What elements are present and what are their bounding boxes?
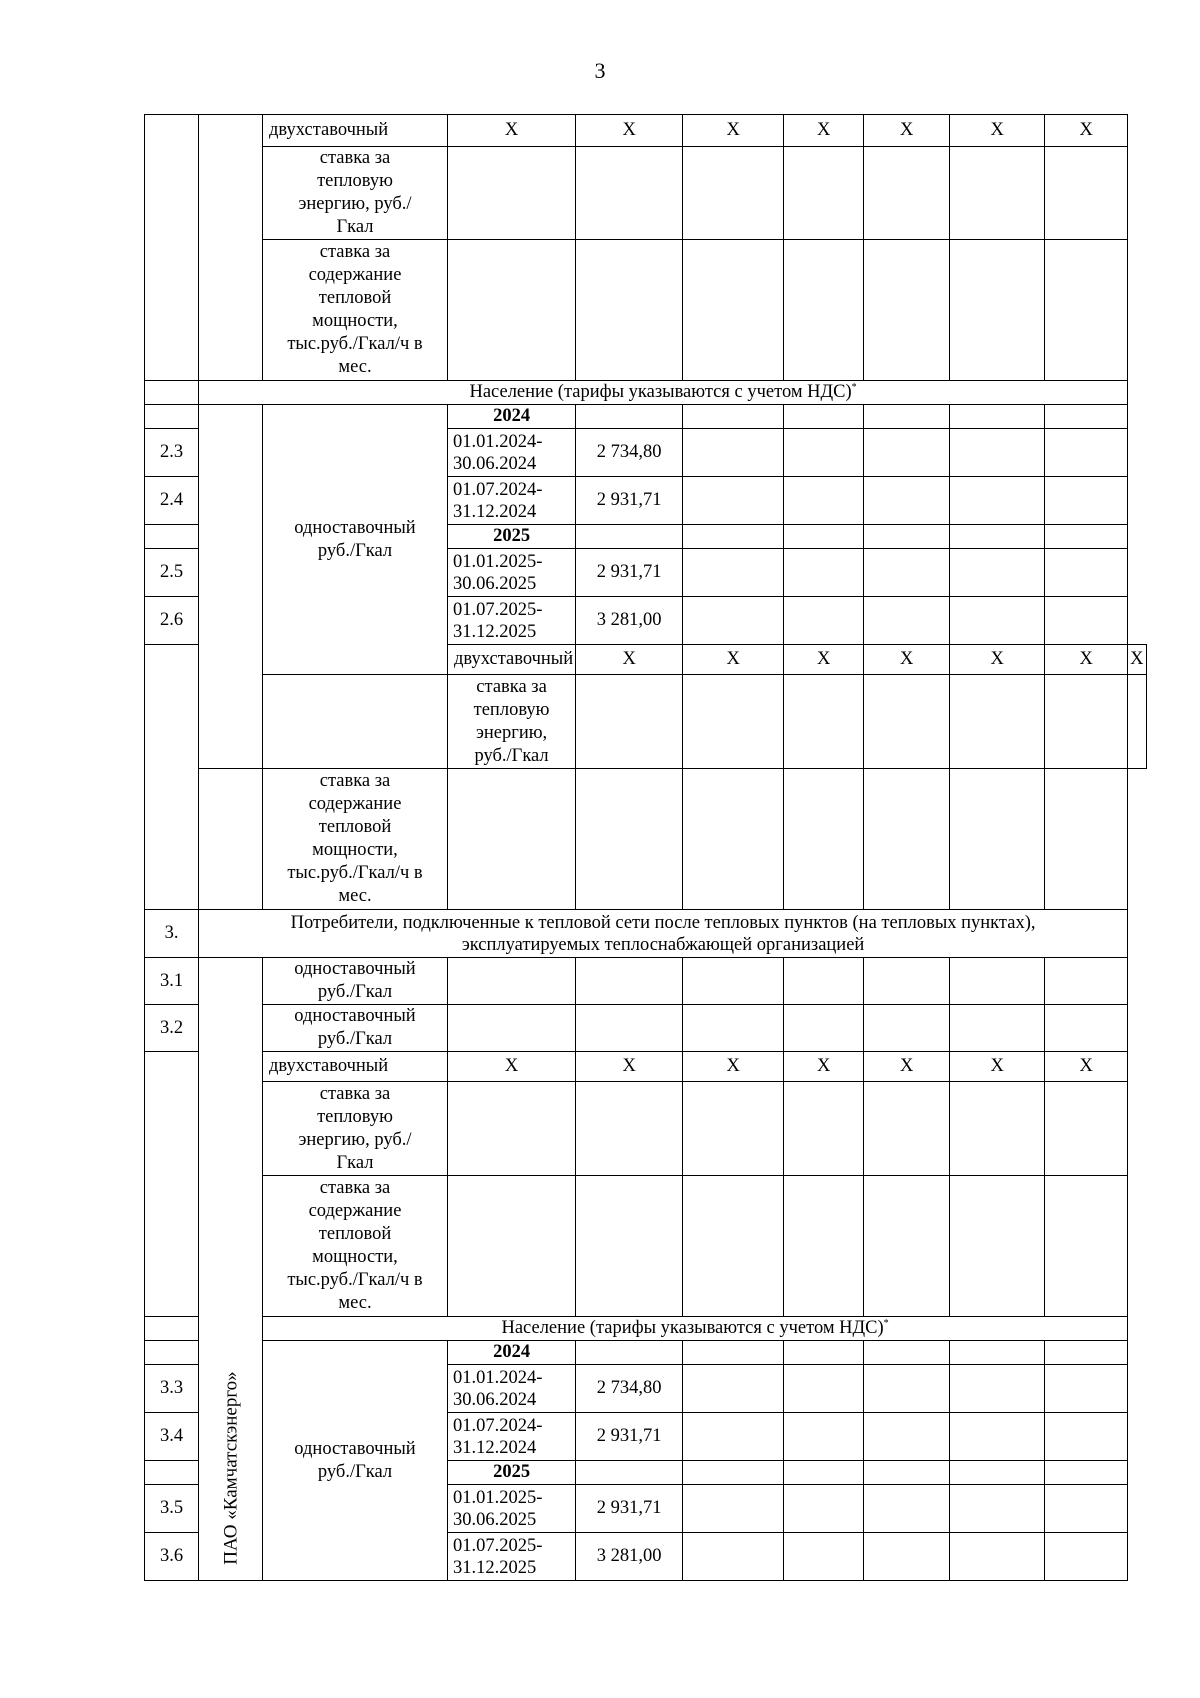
capacity-rate-label: ставка за содержание тепловой мощности, тыс.руб./Гкал/ч в мес. [263, 240, 448, 381]
table-cell [864, 675, 950, 769]
table-cell [784, 958, 864, 1005]
table-cell [576, 675, 683, 769]
table-cell [1045, 958, 1128, 1005]
heat-energy-rate-label: ставка за тепловую энергию, руб./Гкал [263, 1082, 448, 1176]
population-heading: Население (тарифы указываются с учетом НДС)* [263, 1317, 1128, 1341]
table-cell [683, 1176, 784, 1317]
table-cell [864, 549, 950, 597]
table-cell [1045, 597, 1128, 645]
table-cell [950, 477, 1045, 525]
table-cell [576, 1082, 683, 1176]
table-cell [950, 675, 1045, 769]
value-cell [448, 240, 576, 381]
table-cell [784, 1176, 864, 1317]
table-cell [864, 525, 950, 549]
table-cell [950, 1461, 1045, 1485]
table-cell [784, 429, 864, 477]
table-cell [683, 1341, 784, 1365]
value-cell [864, 147, 950, 240]
table-cell [864, 429, 950, 477]
table-row [145, 675, 1147, 769]
x-cell: X [1128, 645, 1146, 675]
table-cell [950, 1082, 1045, 1176]
table-cell [683, 958, 784, 1005]
table-cell [784, 1082, 864, 1176]
population-heading: Население (тарифы указываются с учетом НДС)* [199, 381, 1128, 405]
table-cell [576, 958, 683, 1005]
table-cell [448, 1005, 576, 1052]
one-rate-label: одноставочный руб./Гкал [263, 1341, 448, 1581]
table-cell [864, 1082, 950, 1176]
table-row [145, 115, 1147, 147]
heat-energy-rate-label: ставка за тепловую энергию, руб./Гкал [448, 675, 576, 769]
table-cell [784, 1413, 864, 1461]
row-number: 2.6 [145, 597, 199, 645]
table-cell [683, 429, 784, 477]
table-row [145, 147, 1147, 240]
x-cell: X [950, 645, 1045, 675]
row-number: 3.1 [145, 958, 199, 1005]
table-cell [576, 1461, 683, 1485]
table-cell [683, 1533, 784, 1581]
table-row [145, 958, 1147, 1005]
row-number: 2.4 [145, 477, 199, 525]
row-number: 3.2 [145, 1005, 199, 1052]
value-cell [864, 240, 950, 381]
table-cell [1045, 477, 1128, 525]
table-cell [448, 958, 576, 1005]
x-cell: X [864, 115, 950, 147]
table-cell [784, 477, 864, 525]
x-cell: X [864, 1052, 950, 1082]
table-cell [864, 1365, 950, 1413]
table-cell [864, 477, 950, 525]
table-cell [950, 525, 1045, 549]
table-cell [1045, 675, 1128, 769]
period-cell: 01.07.2025-31.12.2025 [448, 1533, 576, 1581]
capacity-rate-label: ставка за содержание тепловой мощности, тыс.руб./Гкал/ч в мес. [263, 1176, 448, 1317]
x-cell: X [784, 115, 864, 147]
value-cell [576, 240, 683, 381]
two-rate-label: двухставочный [263, 115, 448, 147]
table-cell [864, 405, 950, 429]
two-rate-label: двухставочный [448, 645, 576, 675]
table-cell [683, 1485, 784, 1533]
row-number: 2.3 [145, 429, 199, 477]
value-cell [683, 147, 784, 240]
tariff-value: 2 734,80 [576, 1365, 683, 1413]
tariff-value: 2 931,71 [576, 1413, 683, 1461]
table-cell [1045, 1082, 1128, 1176]
x-cell: X [448, 1052, 576, 1082]
period-cell: 01.01.2025-30.06.2025 [448, 1485, 576, 1533]
table-cell [864, 769, 950, 910]
table-cell [1045, 1485, 1128, 1533]
table-cell [1045, 769, 1128, 910]
table-cell [1045, 549, 1128, 597]
table-cell [576, 525, 683, 549]
table-row [145, 1341, 1147, 1365]
row-number-cell [145, 525, 199, 549]
table-cell [784, 405, 864, 429]
table-cell [950, 1413, 1045, 1461]
table-cell [950, 1365, 1045, 1413]
x-cell: X [576, 645, 683, 675]
table-cell [1045, 405, 1128, 429]
table-cell [1045, 1413, 1128, 1461]
value-cell [784, 240, 864, 381]
year-label: 2024 [448, 405, 576, 429]
table-cell [784, 525, 864, 549]
table-cell [864, 1533, 950, 1581]
table-row [145, 769, 1147, 910]
period-cell: 01.01.2024-30.06.2024 [448, 429, 576, 477]
table-cell [683, 769, 784, 910]
table-cell [683, 1461, 784, 1485]
organization-cell [199, 405, 263, 769]
value-cell [683, 240, 784, 381]
table-cell [950, 429, 1045, 477]
tariff-value: 2 931,71 [576, 549, 683, 597]
table-cell [683, 405, 784, 429]
tariff-value: 2 931,71 [576, 1485, 683, 1533]
table-cell [576, 405, 683, 429]
x-cell: X [683, 1052, 784, 1082]
table-cell [784, 1485, 864, 1533]
table-row [145, 405, 1147, 429]
table-cell [784, 1005, 864, 1052]
table-cell [950, 405, 1045, 429]
table-cell [784, 1365, 864, 1413]
table-cell [683, 675, 784, 769]
section-3-heading: Потребители, подключенные к тепловой сети после тепловых пунктов (на тепловых пунктах), эксплуатируемых теплоснабжающей организацией [199, 910, 1128, 958]
table-cell [1045, 1341, 1128, 1365]
x-cell: X [683, 115, 784, 147]
table-cell [864, 1485, 950, 1533]
x-cell: X [784, 1052, 864, 1082]
row-number: 3.3 [145, 1365, 199, 1413]
row-number: 3.6 [145, 1533, 199, 1581]
table-cell [784, 675, 864, 769]
table-cell [950, 1176, 1045, 1317]
row-number-cell [145, 381, 199, 405]
page-number: 3 [594, 58, 606, 83]
tariff-value: 2 931,71 [576, 477, 683, 525]
table-cell [950, 1341, 1045, 1365]
table-cell [448, 769, 576, 910]
value-cell [950, 147, 1045, 240]
x-cell: X [448, 115, 576, 147]
table-cell [784, 1341, 864, 1365]
table-cell [1045, 429, 1128, 477]
x-cell: X [950, 1052, 1045, 1082]
one-rate-label: одноставочный руб./Гкал [263, 958, 448, 1005]
table-cell [576, 1176, 683, 1317]
table-cell [784, 549, 864, 597]
table-cell [950, 958, 1045, 1005]
table-cell [1045, 1176, 1128, 1317]
value-cell [1045, 147, 1128, 240]
one-rate-label: одноставочный руб./Гкал [263, 405, 448, 675]
table-cell [864, 1341, 950, 1365]
period-cell: 01.01.2025-30.06.2025 [448, 549, 576, 597]
table-cell [864, 597, 950, 645]
value-cell [576, 147, 683, 240]
table-cell [683, 525, 784, 549]
table-row [145, 240, 1147, 381]
table-cell [683, 1005, 784, 1052]
table-cell [1045, 1005, 1128, 1052]
table-cell [448, 1176, 576, 1317]
row-number: 3. [145, 910, 199, 958]
row-number-cell [145, 1317, 199, 1341]
table-row [145, 910, 1147, 958]
table-cell [950, 1485, 1045, 1533]
table-cell [576, 1341, 683, 1365]
period-cell: 01.07.2024-31.12.2024 [448, 477, 576, 525]
table-cell [864, 958, 950, 1005]
table-cell [683, 477, 784, 525]
capacity-rate-label: ставка за содержание тепловой мощности, тыс.руб./Гкал/ч в мес. [263, 769, 448, 910]
value-cell [784, 147, 864, 240]
row-number-cell [145, 1052, 199, 1317]
value-cell [1045, 240, 1128, 381]
table-row [145, 1176, 1147, 1317]
table-cell [576, 1005, 683, 1052]
row-number-cell [145, 405, 199, 429]
tariff-value: 3 281,00 [576, 1533, 683, 1581]
row-number-cell [145, 115, 199, 381]
x-cell: X [784, 645, 864, 675]
table-cell [784, 769, 864, 910]
table-cell [448, 1082, 576, 1176]
row-number-cell [145, 1341, 199, 1365]
table-cell [784, 1461, 864, 1485]
x-cell: X [864, 645, 950, 675]
one-rate-label: одноставочный руб./Гкал [263, 1005, 448, 1052]
table-cell [864, 1005, 950, 1052]
organization-name: ПАО «Камчатскэнерго» [220, 1371, 241, 1565]
row-number: 3.5 [145, 1485, 199, 1533]
table-cell [199, 769, 263, 910]
row-number-cell [145, 1461, 199, 1485]
organization-cell [199, 958, 263, 1581]
period-cell: 01.01.2024-30.06.2024 [448, 1365, 576, 1413]
table-row [145, 1317, 1147, 1341]
tariff-value: 2 734,80 [576, 429, 683, 477]
row-number: 2.5 [145, 549, 199, 597]
table-cell [683, 549, 784, 597]
organization-cell [199, 115, 263, 381]
table-cell [263, 675, 448, 769]
table-row [145, 1052, 1147, 1082]
table-cell [784, 597, 864, 645]
table-cell [864, 1413, 950, 1461]
x-cell: X [576, 115, 683, 147]
x-cell: X [683, 645, 784, 675]
two-rate-label: двухставочный [263, 1052, 448, 1082]
table-cell [950, 1533, 1045, 1581]
table-cell [683, 597, 784, 645]
x-cell: X [950, 115, 1045, 147]
tariff-value: 3 281,00 [576, 597, 683, 645]
heat-energy-rate-label: ставка за тепловую энергию, руб./Гкал [263, 147, 448, 240]
tariff-table [144, 114, 1147, 1581]
table-cell [864, 1461, 950, 1485]
value-cell [950, 240, 1045, 381]
table-cell [950, 549, 1045, 597]
table-row [145, 1082, 1147, 1176]
table-cell [950, 597, 1045, 645]
table-cell [683, 1365, 784, 1413]
value-cell [448, 147, 576, 240]
table-cell [1128, 675, 1146, 769]
period-cell: 01.07.2024-31.12.2024 [448, 1413, 576, 1461]
period-cell: 01.07.2025-31.12.2025 [448, 597, 576, 645]
x-cell: X [1045, 1052, 1128, 1082]
table-cell [576, 769, 683, 910]
year-label: 2024 [448, 1341, 576, 1365]
row-number: 3.4 [145, 1413, 199, 1461]
table-row [145, 381, 1147, 405]
table-cell [784, 1533, 864, 1581]
x-cell: X [1045, 645, 1128, 675]
table-cell [1045, 1365, 1128, 1413]
table-cell [864, 1176, 950, 1317]
year-label: 2025 [448, 525, 576, 549]
table-cell [683, 1413, 784, 1461]
x-cell: X [1045, 115, 1128, 147]
year-label: 2025 [448, 1461, 576, 1485]
table-cell [950, 1005, 1045, 1052]
table-cell [1045, 1533, 1128, 1581]
table-cell [1045, 525, 1128, 549]
x-cell: X [576, 1052, 683, 1082]
table-cell [683, 1082, 784, 1176]
table-cell [950, 769, 1045, 910]
row-number-cell [145, 645, 199, 910]
table-row [145, 1005, 1147, 1052]
table-cell [1045, 1461, 1128, 1485]
